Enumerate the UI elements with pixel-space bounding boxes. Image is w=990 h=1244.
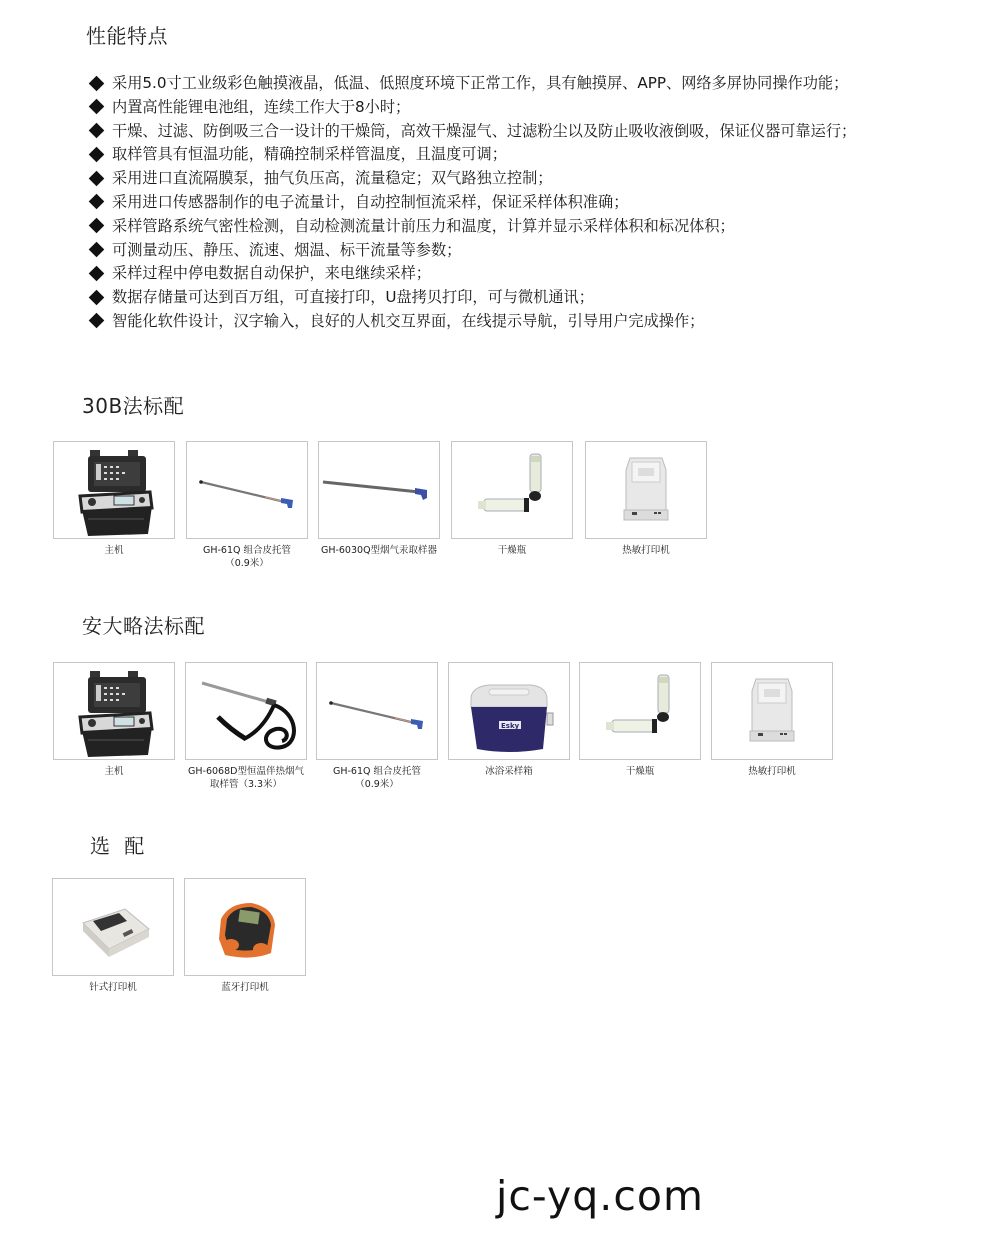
feature-item [88,72,856,96]
drying-bottle-image [451,441,573,539]
feature-text: 内置高性能锂电池组，连续工作大于8小时； [112,97,411,116]
feature-item [88,215,856,239]
product-card [451,441,573,557]
product-caption: 热敏打印机 [748,766,796,777]
pitot-tube-image [186,441,308,539]
feature-item [88,191,856,215]
feature-text: 可测量动压、静压、流速、烟温、标干流量等参数； [112,240,462,259]
product-card [185,662,307,791]
dot-matrix-printer-image [52,878,174,976]
main-unit-image [53,662,175,760]
diamond-bullet-icon [89,289,105,305]
features-title: 性能特点 [86,24,168,48]
product-card [579,662,701,778]
pitot-tube-image [316,662,438,760]
footer-site-url: jc-yq.com [496,1172,704,1220]
diamond-bullet-icon [89,75,105,91]
diamond-bullet-icon [89,170,105,186]
product-card [318,441,440,557]
diamond-bullet-icon [89,242,105,258]
bluetooth-printer-image [184,878,306,976]
diamond-bullet-icon [89,147,105,163]
feature-item [88,239,856,263]
diamond-bullet-icon [89,123,105,139]
product-caption: GH-61Q 组合皮托管 （0.9米） [202,545,292,569]
product-card [52,878,174,994]
product-caption: GH-61Q 组合皮托管 （0.9米） [332,766,422,790]
product-caption: 热敏打印机 [622,545,670,556]
feature-item [88,310,856,334]
product-card [184,878,306,994]
product-card [53,441,175,557]
section-title-30b: 30B法标配 [82,394,185,418]
feature-text: 数据存储量可达到百万组，可直接打印，U盘拷贝打印，可与微机通讯； [112,288,594,307]
feature-text: 采用进口传感器制作的电子流量计，自动控制恒流采样，保证采样体积准确； [112,192,629,211]
product-caption: 主机 [104,766,124,777]
feature-text: 采用进口直流隔膜泵，抽气负压高，流量稳定；双气路独立控制； [112,169,553,188]
section-title-optional: 选 配 [90,834,145,858]
diamond-bullet-icon [89,99,105,115]
product-caption: 冰浴采样箱 [485,766,533,777]
feature-text: 取样管具有恒温功能，精确控制采样管温度，且温度可调； [112,145,507,164]
product-caption: GH-6068D型恒温伴热烟气 取样管（3.3米） [188,766,304,790]
feature-item [88,286,856,310]
product-card [53,662,175,778]
feature-text: 采用5.0寸工业级彩色触摸液晶，低温、低照度环境下正常工作，具有触摸屏、APP、网络多屏协同操作功能； [112,74,849,92]
section-title-ontario: 安大略法标配 [82,614,205,638]
feature-item [88,167,856,191]
flue-gas-sampler-image [318,441,440,539]
feature-text: 智能化软件设计，汉字输入，良好的人机交互界面，在线提示导航，引导用户完成操作； [112,311,705,330]
feature-text: 采样管路系统气密性检测，自动检测流量计前压力和温度，计算并显示采样体积和标况体积； [112,216,735,235]
product-card [186,441,308,570]
heated-sampling-tube-image [185,662,307,760]
product-caption: 蓝牙打印机 [221,982,269,993]
diamond-bullet-icon [89,266,105,282]
drying-bottle-image [579,662,701,760]
product-card [585,441,707,557]
main-unit-image [53,441,175,539]
product-caption: GH-6030Q型烟气汞取样器 [320,545,438,556]
product-caption: 针式打印机 [89,982,137,993]
ice-bath-box-image [448,662,570,760]
feature-item [88,143,856,167]
feature-item [88,120,856,144]
product-caption: 干燥瓶 [625,766,655,777]
diamond-bullet-icon [89,218,105,234]
product-card [711,662,833,778]
features-list [88,72,856,334]
feature-text: 采样过程中停电数据自动保护，来电继续采样； [112,264,431,283]
feature-text: 干燥、过滤、防倒吸三合一设计的干燥筒，高效干燥湿气、过滤粉尘以及防止吸收液倒吸，保证仪器可靠运行； [112,121,857,140]
diamond-bullet-icon [89,313,105,329]
product-card [316,662,438,791]
diamond-bullet-icon [89,194,105,210]
thermal-printer-image [711,662,833,760]
product-card [448,662,570,778]
product-caption: 干燥瓶 [497,545,527,556]
product-caption: 主机 [104,545,124,556]
feature-item [88,96,856,120]
feature-item [88,262,856,286]
thermal-printer-image [585,441,707,539]
